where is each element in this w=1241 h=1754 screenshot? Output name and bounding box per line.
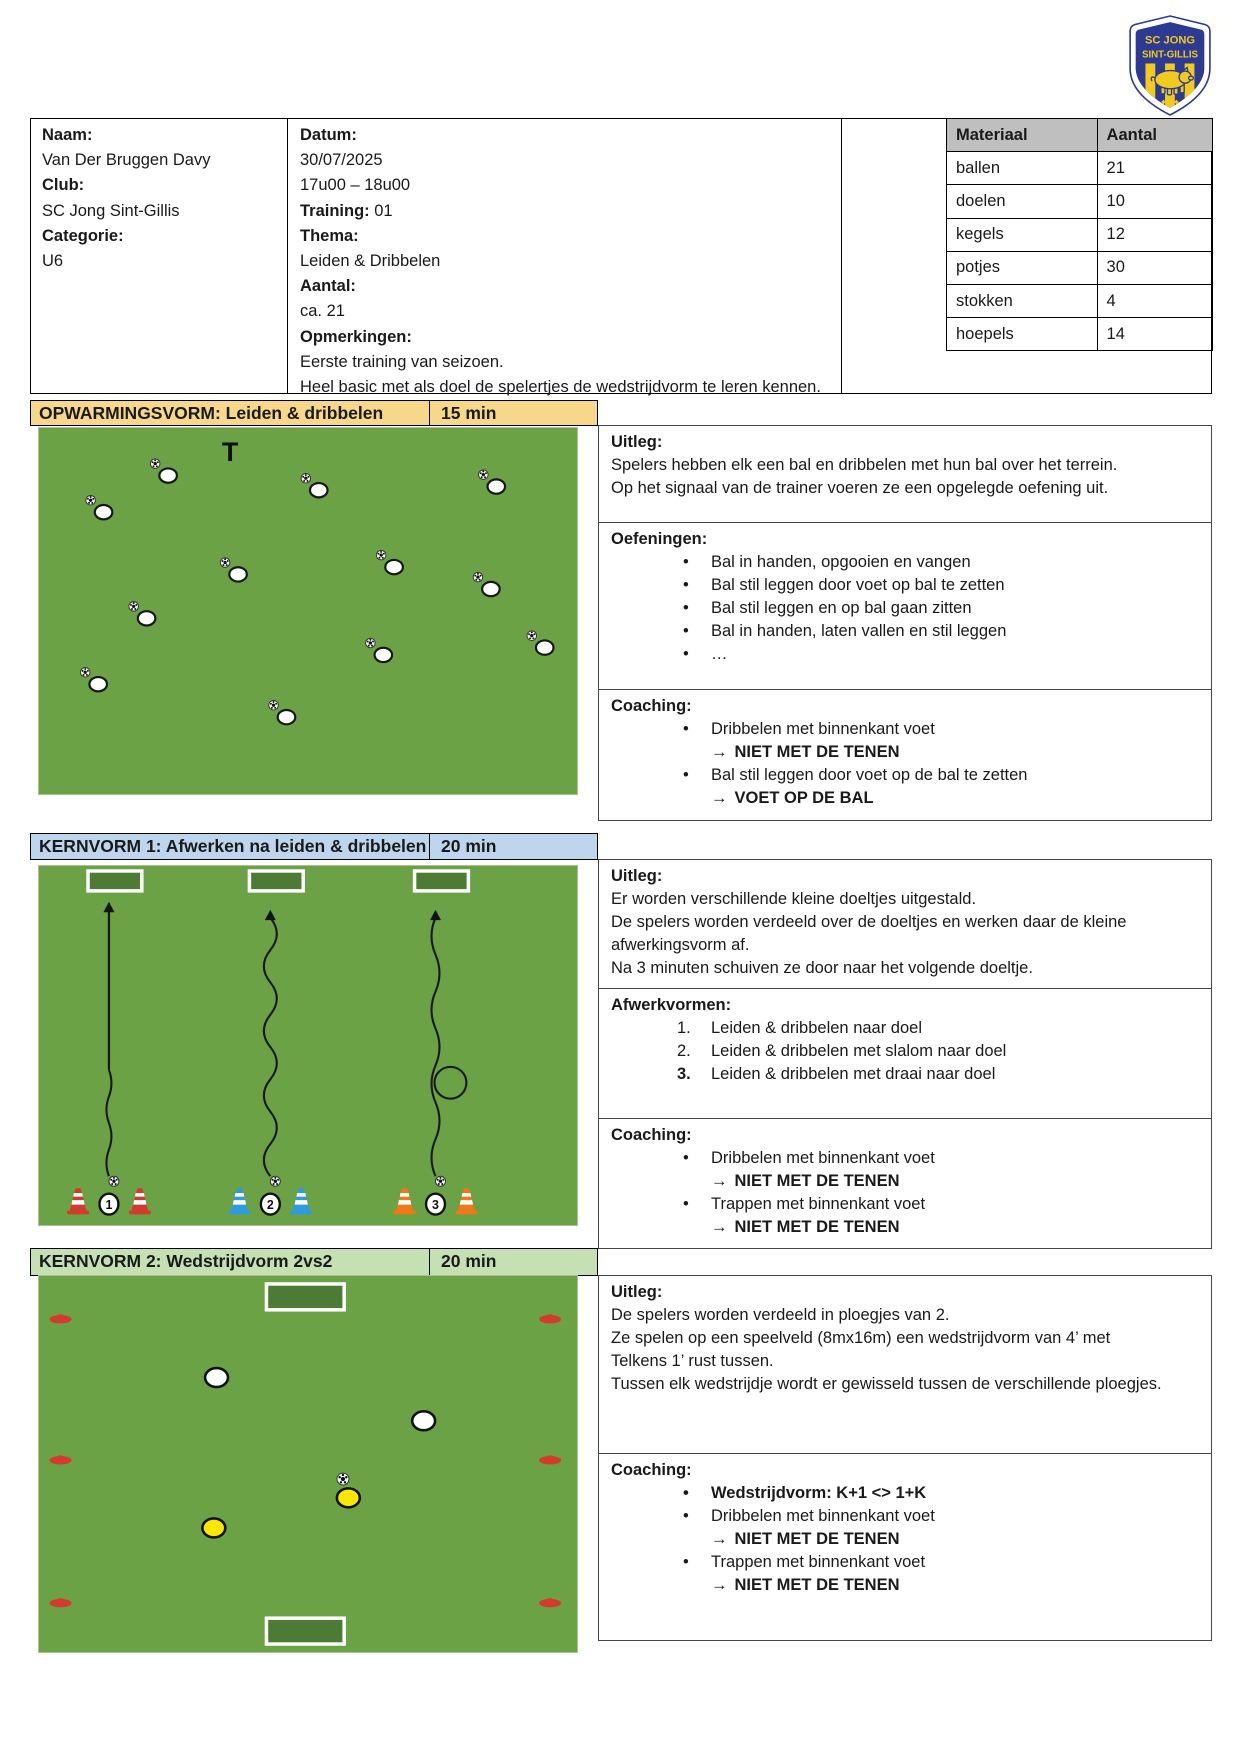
- goal-icon: [88, 871, 142, 891]
- goal-icon: [266, 1284, 344, 1310]
- soccer-ball-icon: [80, 667, 90, 677]
- coaching-box-1: [598, 689, 1212, 821]
- datum-label: Datum:: [300, 126, 357, 144]
- coaching-arrow-note: [611, 787, 1199, 810]
- field-diagram-kernvorm-1: [38, 865, 578, 1226]
- goal-icon: [415, 871, 469, 891]
- section-title: KERNVORM 2: Wedstrijdvorm 2vs2: [39, 1251, 333, 1271]
- soccer-ball-icon: [527, 631, 537, 641]
- materiaal-row: [947, 318, 1213, 351]
- naam-value: Van Der Bruggen Davy: [42, 151, 211, 170]
- soccer-ball-icon: [220, 558, 230, 568]
- materiaal-row: [947, 251, 1213, 284]
- soccer-ball-icon: [473, 572, 483, 582]
- coaching-box-3: [598, 1453, 1212, 1641]
- club-label: Club:: [42, 176, 85, 195]
- coaching-arrow-note: [611, 1216, 1199, 1239]
- coaching-label: Coaching:: [611, 1126, 692, 1144]
- uitleg-box-2: [598, 859, 1212, 989]
- club-name-line1: SC JONG: [1145, 34, 1195, 47]
- player-marker: [375, 648, 393, 662]
- item-text: Leiden & dribbelen naar doel: [711, 1019, 922, 1037]
- station-number-marker: [99, 1194, 118, 1215]
- field-diagram-opwarming: [38, 427, 578, 795]
- coaching-point: • Trappen met binnenkant voet: [611, 1551, 1199, 1574]
- svg-text:1: 1: [105, 1197, 113, 1212]
- section-title: KERNVORM 1: Afwerken na leiden & dribbelen: [39, 836, 427, 856]
- materiaal-header: Materiaal: [947, 119, 1098, 152]
- player-marker: [310, 483, 328, 497]
- coaching-point: • Wedstrijdvorm: K+1 <> 1+K: [611, 1482, 1199, 1505]
- station-number-marker: [426, 1194, 445, 1215]
- uitleg-line: Spelers hebben elk een bal en dribbelen met hun bal over het terrein.: [611, 456, 1118, 474]
- field-diagram-kernvorm-2: [38, 1275, 578, 1653]
- numbered-item: [611, 1063, 1199, 1086]
- tijd-value: 17u00 – 18u00: [300, 176, 411, 195]
- player-marker: [488, 479, 506, 493]
- numbered-item: [611, 1017, 1199, 1040]
- player-marker: [229, 567, 247, 581]
- arrow-right-icon: →: [711, 743, 728, 761]
- arrow-right-icon: →: [711, 1172, 728, 1190]
- opmerkingen-label: Opmerkingen:: [300, 327, 412, 346]
- coaching-point: • Trappen met binnenkant voet: [611, 1193, 1199, 1216]
- club-value: SC Jong Sint-Gillis: [42, 201, 180, 220]
- coaching-item: [611, 1193, 1199, 1239]
- soccer-ball-icon: [270, 1176, 280, 1186]
- materiaal-qty: 12: [1097, 218, 1212, 251]
- player-marker: [536, 640, 554, 654]
- player-marker: [205, 1368, 228, 1387]
- training-label: Training:: [300, 201, 370, 220]
- materiaal-row: [947, 285, 1213, 318]
- section-duration: 20 min: [429, 834, 597, 859]
- club-name-line2: SINT-GILLIS: [1142, 49, 1198, 61]
- goal-icon: [266, 1618, 344, 1644]
- materiaal-qty: 10: [1097, 185, 1212, 218]
- naam-label: Naam:: [42, 126, 93, 144]
- aantal-value: ca. 21: [300, 302, 345, 321]
- item-number: 2.: [677, 1042, 691, 1060]
- soccer-ball-icon: [366, 638, 376, 648]
- section-header-kernvorm-2: [30, 1248, 598, 1276]
- svg-text:2: 2: [266, 1197, 274, 1212]
- uitleg-label: Uitleg:: [611, 867, 663, 885]
- item-number: 1.: [677, 1019, 691, 1037]
- player-marker: [482, 582, 500, 596]
- player-marker: [138, 611, 156, 625]
- info-table: [30, 118, 1212, 397]
- thema-value: Leiden & Dribbelen: [300, 252, 441, 271]
- uitleg-line: Er worden verschillende kleine doeltjes uitgestald.: [611, 890, 977, 908]
- info-cell-session: [288, 119, 842, 397]
- soccer-ball-icon: [301, 474, 311, 484]
- coaching-emphasis: NIET MET DE TENEN: [734, 1576, 900, 1594]
- opmerking-line: Eerste training van seizoen.: [300, 352, 504, 371]
- club-logo: [1124, 14, 1216, 117]
- coaching-emphasis: VOET OP DE BAL: [734, 789, 874, 807]
- coaching-emphasis: NIET MET DE TENEN: [734, 1530, 900, 1548]
- arrow-right-icon: →: [711, 789, 728, 807]
- coaching-point: • Bal stil leggen door voet op de bal te zetten: [611, 764, 1199, 787]
- coaching-item: [611, 1505, 1199, 1551]
- section-title: OPWARMINGSVORM: Leiden & dribbelen: [39, 403, 384, 423]
- oefeningen-box: [598, 522, 1212, 690]
- player-marker: [337, 1488, 360, 1507]
- numbered-item: [611, 1040, 1199, 1063]
- afwerkvormen-label: Afwerkvormen:: [611, 996, 732, 1014]
- player-marker: [385, 560, 403, 574]
- afwerkvormen-box: [598, 988, 1212, 1119]
- materiaal-header-row: [947, 119, 1213, 152]
- player-marker: [412, 1411, 435, 1430]
- section-duration: 20 min: [429, 1249, 597, 1275]
- list-item: • Bal in handen, laten vallen en stil leggen: [611, 620, 1199, 643]
- coaching-emphasis: NIET MET DE TENEN: [734, 1172, 900, 1190]
- uitleg-line: Tussen elk wedstrijdje wordt er gewisseld tussen de verschillende ploegjes.: [611, 1375, 1162, 1393]
- categorie-label: Categorie:: [42, 226, 124, 245]
- station-number-marker: [261, 1194, 280, 1215]
- materiaal-row: [947, 185, 1213, 218]
- soccer-ball-icon: [86, 495, 96, 505]
- uitleg-line: Ze spelen op een speelveld (8mx16m) een wedstrijdvorm van 4’ met: [611, 1329, 1111, 1347]
- player-marker: [159, 468, 177, 482]
- uitleg-box-1: [598, 425, 1212, 523]
- item-text: Leiden & dribbelen met draai naar doel: [711, 1065, 996, 1083]
- coaching-arrow-note: [611, 1170, 1199, 1193]
- info-cell-materiaal: [842, 119, 1211, 393]
- uitleg-label: Uitleg:: [611, 433, 663, 451]
- soccer-ball-icon: [129, 602, 139, 612]
- uitleg-box-3: [598, 1275, 1212, 1454]
- info-cell-identity: [31, 119, 288, 393]
- materiaal-name: ballen: [947, 152, 1098, 185]
- coaching-point: • Dribbelen met binnenkant voet: [611, 1505, 1199, 1528]
- soccer-ball-icon: [269, 700, 279, 710]
- uitleg-line: De spelers worden verdeeld in ploegjes van 2.: [611, 1306, 950, 1324]
- player-marker: [89, 677, 107, 691]
- list-item: • Bal stil leggen door voet op bal te zetten: [611, 574, 1199, 597]
- aantal-header: Aantal: [1097, 119, 1212, 152]
- materiaal-qty: 14: [1097, 318, 1212, 351]
- coaching-arrow-note: [611, 1528, 1199, 1551]
- datum-value: 30/07/2025: [300, 151, 383, 170]
- arrow-right-icon: →: [711, 1218, 728, 1236]
- materiaal-row: [947, 218, 1213, 251]
- arrow-right-icon: →: [711, 1530, 728, 1548]
- section-duration: 15 min: [429, 401, 597, 425]
- trainer-label: T: [221, 437, 239, 468]
- materiaal-name: doelen: [947, 185, 1098, 218]
- soccer-ball-icon: [337, 1473, 349, 1485]
- section-header-kernvorm-1: [30, 833, 598, 860]
- oefeningen-label: Oefeningen:: [611, 530, 708, 548]
- coaching-item: [611, 764, 1199, 810]
- section-header-opwarmingsvorm: [30, 400, 598, 426]
- materiaal-name: stokken: [947, 285, 1098, 318]
- materiaal-qty: 21: [1097, 152, 1212, 185]
- list-item: • Bal in handen, opgooien en vangen: [611, 551, 1199, 574]
- coaching-emphasis: NIET MET DE TENEN: [734, 1218, 900, 1236]
- soccer-ball-icon: [150, 459, 160, 469]
- soccer-ball-icon: [109, 1176, 119, 1186]
- materiaal-name: hoepels: [947, 318, 1098, 351]
- item-number: 3.: [677, 1065, 691, 1083]
- coaching-label: Coaching:: [611, 1461, 692, 1479]
- uitleg-line: Op het signaal van de trainer voeren ze een opgelegde oefening uit.: [611, 479, 1109, 497]
- materiaal-qty: 4: [1097, 285, 1212, 318]
- coaching-emphasis: NIET MET DE TENEN: [734, 743, 900, 761]
- coaching-item: [611, 718, 1199, 764]
- categorie-value: U6: [42, 252, 64, 271]
- list-item: • Bal stil leggen en op bal gaan zitten: [611, 597, 1199, 620]
- materiaal-qty: 30: [1097, 251, 1212, 284]
- materiaal-name: potjes: [947, 251, 1098, 284]
- coaching-point: • Dribbelen met binnenkant voet: [611, 718, 1199, 741]
- uitleg-line: Na 3 minuten schuiven ze door naar het volgende doeltje.: [611, 959, 1033, 977]
- uitleg-label: Uitleg:: [611, 1283, 663, 1301]
- coaching-label: Coaching:: [611, 697, 692, 715]
- materiaal-row: [947, 152, 1213, 185]
- coaching-item: [611, 1551, 1199, 1597]
- soccer-ball-icon: [479, 470, 489, 480]
- aantal-label: Aantal:: [300, 277, 356, 296]
- goal-icon: [249, 871, 303, 891]
- uitleg-line: Telkens 1’ rust tussen.: [611, 1352, 774, 1370]
- soccer-ball-icon: [436, 1176, 446, 1186]
- coaching-item: [611, 1482, 1199, 1505]
- coaching-item: [611, 1147, 1199, 1193]
- materiaal-name: kegels: [947, 218, 1098, 251]
- item-text: Leiden & dribbelen met slalom naar doel: [711, 1042, 1007, 1060]
- arrow-right-icon: →: [711, 1576, 728, 1594]
- player-marker: [95, 505, 113, 519]
- uitleg-line: De spelers worden verdeeld over de doeltjes en werken daar de kleine afwerkingsvorm af.: [611, 913, 1132, 954]
- player-marker: [202, 1518, 225, 1537]
- opmerking-line: Heel basic met als doel de spelertjes de wedstrijdvorm te leren kennen.: [300, 378, 821, 397]
- coaching-arrow-note: [611, 741, 1199, 764]
- materiaal-table: [946, 118, 1213, 351]
- list-item: • …: [611, 643, 1199, 666]
- soccer-ball-icon: [376, 550, 386, 560]
- coaching-box-2: [598, 1118, 1212, 1249]
- svg-text:3: 3: [432, 1197, 439, 1212]
- thema-label: Thema:: [300, 226, 359, 245]
- player-marker: [278, 710, 296, 724]
- coaching-arrow-note: [611, 1574, 1199, 1597]
- coaching-point: • Dribbelen met binnenkant voet: [611, 1147, 1199, 1170]
- training-value: 01: [369, 201, 393, 220]
